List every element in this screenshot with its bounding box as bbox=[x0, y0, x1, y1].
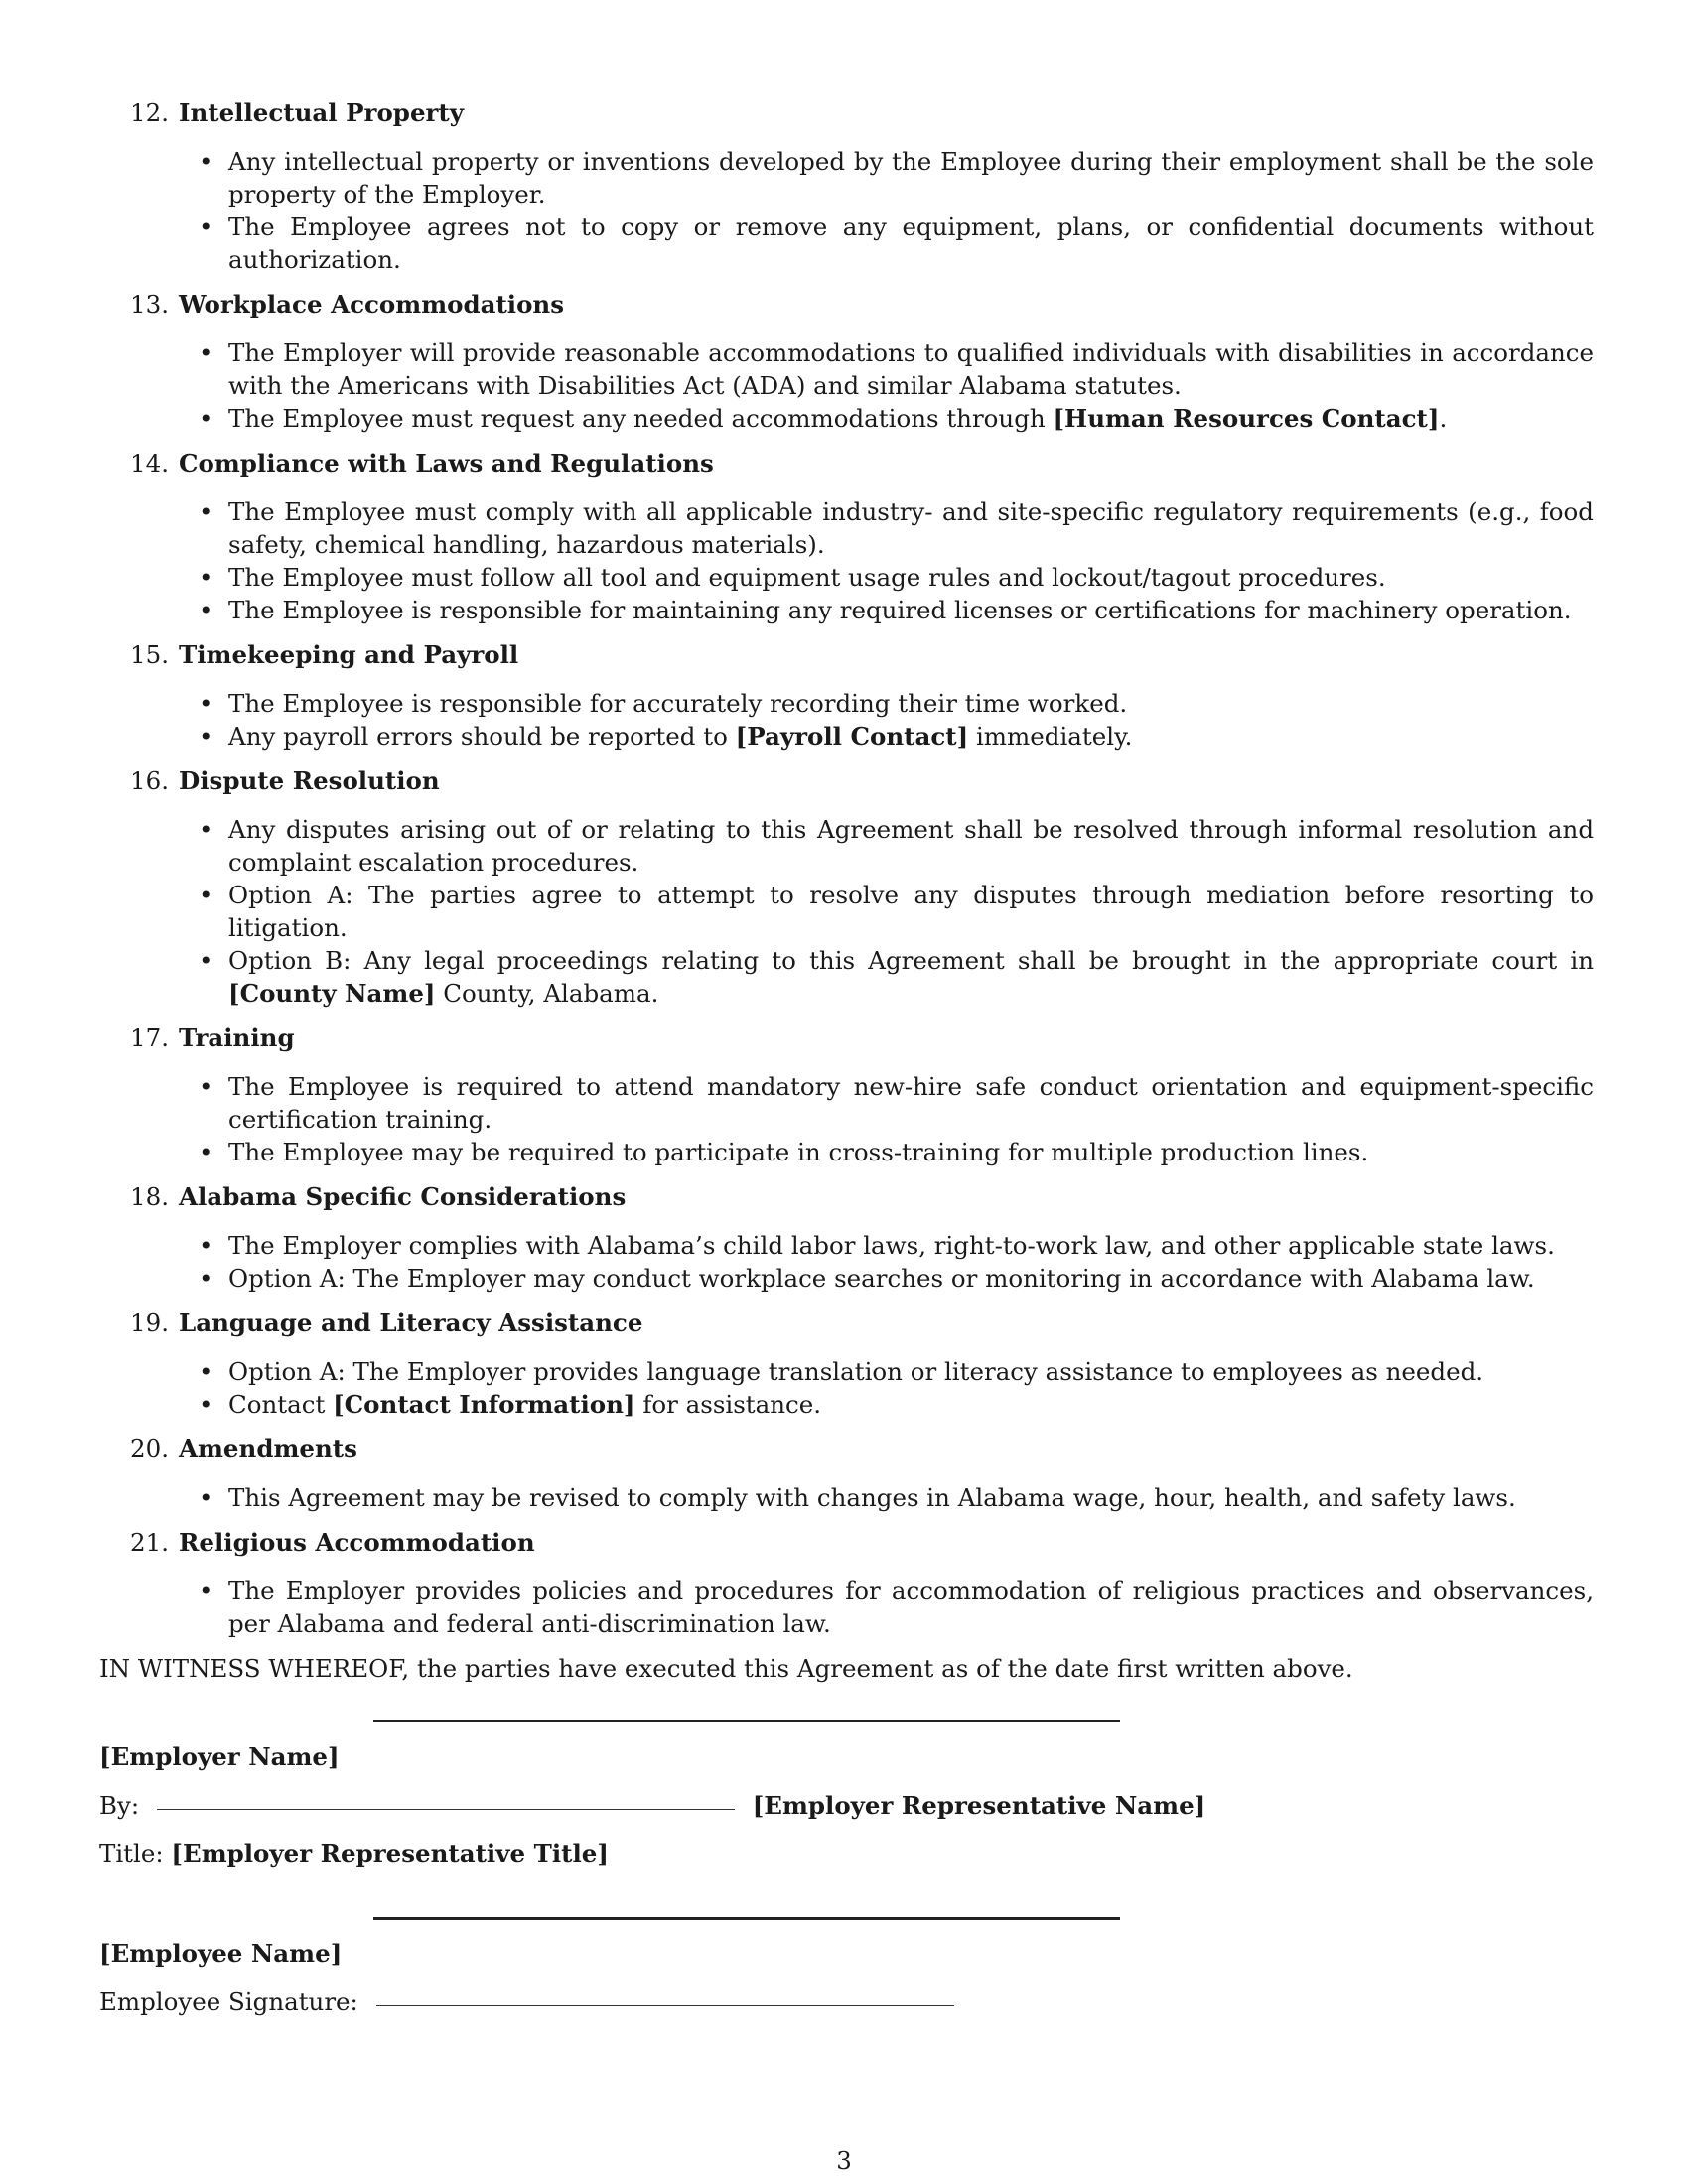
section-number: 18. bbox=[130, 1182, 169, 1211]
bullet-item bbox=[228, 1070, 1594, 1136]
employee-name: [Employee Name] bbox=[99, 1939, 343, 1968]
employer-signature-line[interactable] bbox=[157, 1808, 735, 1810]
employer-rep-title: [Employer Representative Title] bbox=[171, 1840, 609, 1868]
placeholder-field: [Human Resources Contact] bbox=[1053, 404, 1440, 433]
title-label: Title: bbox=[99, 1840, 164, 1868]
employer-name: [Employer Name] bbox=[99, 1742, 340, 1771]
bullet-list bbox=[99, 1574, 1594, 1640]
bullet-item bbox=[228, 944, 1594, 1010]
bullet-item bbox=[228, 1481, 1594, 1514]
section-heading bbox=[99, 1022, 1594, 1054]
placeholder-field: [County Name] bbox=[228, 979, 436, 1008]
section-heading bbox=[99, 288, 1594, 321]
bullet-item bbox=[228, 1574, 1594, 1640]
section-heading bbox=[99, 1306, 1594, 1339]
employer-title-row bbox=[99, 1838, 1594, 1870]
section bbox=[99, 1306, 1594, 1421]
bullet-item bbox=[228, 687, 1594, 720]
section-title: Intellectual Property bbox=[179, 98, 464, 127]
bullet-text: Contact bbox=[228, 1390, 334, 1419]
bullet-text: County, Alabama. bbox=[435, 979, 659, 1008]
section-number: 21. bbox=[130, 1528, 169, 1557]
employer-by-row bbox=[99, 1789, 1594, 1822]
bullet-list bbox=[99, 337, 1594, 435]
section-title: Training bbox=[179, 1024, 295, 1052]
bullet-text: The Employee must request any needed accommodations through bbox=[228, 404, 1054, 433]
bullet-text: Any intellectual property or inventions developed by the Employee during their employment shall be the sole property of the Employer. bbox=[228, 147, 1594, 208]
bullet-text: This Agreement may be revised to comply with changes in Alabama wage, hour, health, and safety laws. bbox=[228, 1483, 1516, 1512]
bullet-item bbox=[228, 1388, 1594, 1421]
section-title: Alabama Specific Considerations bbox=[179, 1182, 627, 1211]
bullet-text: The Employee must comply with all applicable industry- and site-specific regulatory requirements (e.g., food safety, chemical handling, hazardous materials). bbox=[228, 497, 1594, 559]
bullet-text: The Employee agrees not to copy or remove any equipment, plans, or confidential documents without authorization. bbox=[228, 212, 1594, 274]
section-heading bbox=[99, 447, 1594, 479]
bullet-text: The Employee is responsible for maintaining any required licenses or certifications for machinery operation. bbox=[228, 596, 1572, 624]
section-heading bbox=[99, 96, 1594, 129]
section-title: Language and Literacy Assistance bbox=[179, 1308, 643, 1337]
employee-signature-block bbox=[99, 1937, 1594, 2018]
section bbox=[99, 638, 1594, 752]
section bbox=[99, 764, 1594, 1010]
employee-signature-row bbox=[99, 1985, 1594, 2018]
section-number: 12. bbox=[130, 98, 169, 127]
section bbox=[99, 1526, 1594, 1640]
bullet-text: Option A: The parties agree to attempt to resolve any disputes through mediation before resorting to litigation. bbox=[228, 881, 1594, 942]
bullet-text: Option A: The Employer may conduct workplace searches or monitoring in accordance with Alabama law. bbox=[228, 1264, 1535, 1293]
employee-signature-label: Employee Signature: bbox=[99, 1987, 358, 2016]
bullet-text: The Employer provides policies and procedures for accommodation of religious practices and observances, per Alabama and federal anti-discrimination law. bbox=[228, 1576, 1594, 1638]
bullet-item bbox=[228, 402, 1594, 435]
bullet-item bbox=[228, 1355, 1594, 1388]
section-heading bbox=[99, 638, 1594, 671]
bullet-list bbox=[99, 495, 1594, 626]
section-heading bbox=[99, 1433, 1594, 1465]
bullet-item bbox=[228, 495, 1594, 561]
bullet-list bbox=[99, 1229, 1594, 1295]
section bbox=[99, 288, 1594, 435]
section bbox=[99, 96, 1594, 276]
bullet-list bbox=[99, 687, 1594, 752]
document-page bbox=[99, 96, 1594, 1685]
bullet-text: immediately. bbox=[968, 722, 1133, 751]
bullet-text: The Employee is required to attend mandatory new-hire safe conduct orientation and equipment-specific certification training. bbox=[228, 1072, 1594, 1134]
placeholder-field: [Contact Information] bbox=[333, 1390, 635, 1419]
by-label: By: bbox=[99, 1791, 140, 1820]
witness-clause: IN WITNESS WHEREOF, the parties have executed this Agreement as of the date first written above. bbox=[99, 1654, 1353, 1683]
sections-list bbox=[99, 96, 1594, 1640]
employer-signature-top-line bbox=[373, 1720, 1120, 1722]
section-number: 17. bbox=[130, 1024, 169, 1052]
bullet-text: The Employer complies with Alabama’s child labor laws, right-to-work law, and other applicable state laws. bbox=[228, 1231, 1555, 1260]
section-heading bbox=[99, 1180, 1594, 1213]
section bbox=[99, 1180, 1594, 1295]
page-number: 3 bbox=[836, 2146, 852, 2175]
bullet-text: The Employee is responsible for accurately recording their time worked. bbox=[228, 689, 1128, 718]
section-number: 15. bbox=[130, 640, 169, 669]
bullet-list bbox=[99, 813, 1594, 1010]
section-title: Amendments bbox=[179, 1434, 357, 1463]
section-number: 20. bbox=[130, 1434, 169, 1463]
bullet-item bbox=[228, 1262, 1594, 1295]
section-title: Workplace Accommodations bbox=[179, 290, 565, 319]
bullet-item bbox=[228, 561, 1594, 594]
bullet-text: Option A: The Employer provides language translation or literacy assistance to employees as needed. bbox=[228, 1357, 1484, 1386]
section-title: Compliance with Laws and Regulations bbox=[179, 449, 714, 478]
section-title: Dispute Resolution bbox=[179, 766, 440, 795]
bullet-text: The Employer will provide reasonable accommodations to qualified individuals with disabilities in accordance with the Americans with Disabilities Act (ADA) and similar Alabama statutes. bbox=[228, 339, 1594, 400]
employee-signature-line[interactable] bbox=[376, 2004, 954, 2006]
bullet-list bbox=[99, 1070, 1594, 1168]
bullet-list bbox=[99, 145, 1594, 276]
bullet-item bbox=[228, 813, 1594, 879]
section-title: Timekeeping and Payroll bbox=[179, 640, 519, 669]
section bbox=[99, 1022, 1594, 1168]
bullet-text: The Employee may be required to participate in cross-training for multiple production lines. bbox=[228, 1138, 1369, 1166]
bullet-text: Any payroll errors should be reported to bbox=[228, 722, 736, 751]
bullet-text: The Employee must follow all tool and equipment usage rules and lockout/tagout procedures. bbox=[228, 563, 1386, 592]
bullet-item bbox=[228, 1229, 1594, 1262]
bullet-item bbox=[228, 145, 1594, 210]
employee-signature-top-line bbox=[373, 1917, 1120, 1920]
section-number: 19. bbox=[130, 1308, 169, 1337]
bullet-item bbox=[228, 720, 1594, 752]
section-heading bbox=[99, 764, 1594, 797]
placeholder-field: [Payroll Contact] bbox=[735, 722, 969, 751]
bullet-item bbox=[228, 594, 1594, 626]
section-number: 14. bbox=[130, 449, 169, 478]
section-number: 13. bbox=[130, 290, 169, 319]
bullet-text: Any disputes arising out of or relating to this Agreement shall be resolved through informal resolution and complaint escalation procedures. bbox=[228, 815, 1594, 877]
employer-signature-block bbox=[99, 1740, 1594, 1870]
bullet-text: for assistance. bbox=[634, 1390, 822, 1419]
bullet-item bbox=[228, 1136, 1594, 1168]
section-title: Religious Accommodation bbox=[179, 1528, 535, 1557]
bullet-text: . bbox=[1439, 404, 1448, 433]
bullet-item bbox=[228, 210, 1594, 276]
section-heading bbox=[99, 1526, 1594, 1559]
section bbox=[99, 1433, 1594, 1514]
bullet-list bbox=[99, 1355, 1594, 1421]
section bbox=[99, 447, 1594, 626]
bullet-list bbox=[99, 1481, 1594, 1514]
bullet-text: Option B: Any legal proceedings relating to this Agreement shall be brought in the appropriate court in bbox=[228, 946, 1594, 975]
bullet-item bbox=[228, 337, 1594, 402]
section-number: 16. bbox=[130, 766, 169, 795]
bullet-item bbox=[228, 879, 1594, 944]
employer-rep-name: [Employer Representative Name] bbox=[752, 1791, 1206, 1820]
